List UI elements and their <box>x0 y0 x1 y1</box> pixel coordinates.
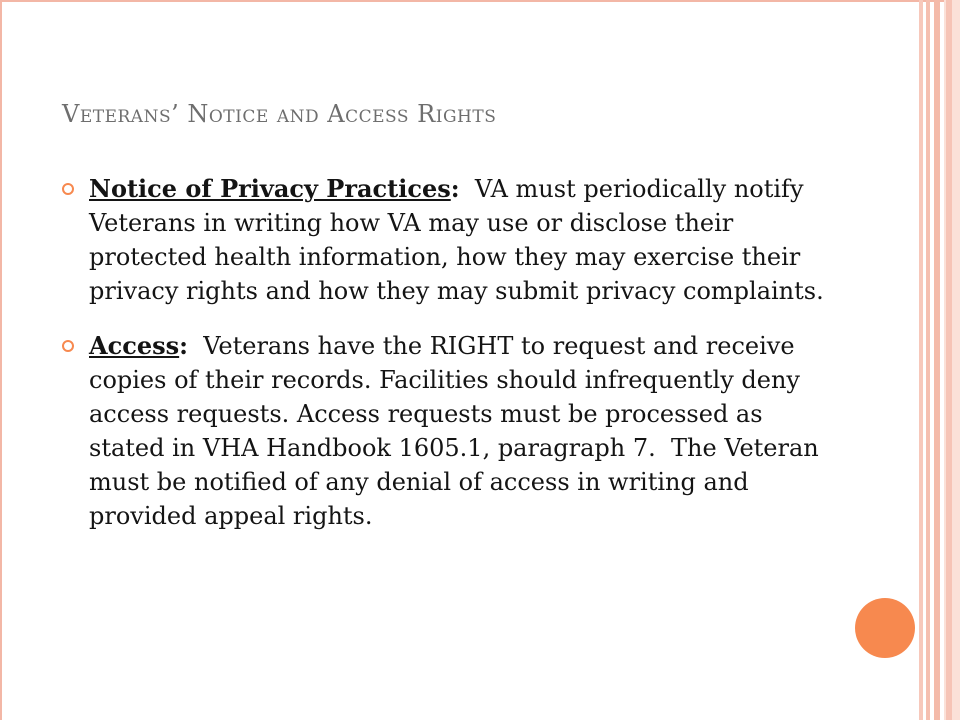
decor-stripe <box>934 0 940 720</box>
ring-bullet-icon <box>62 183 74 195</box>
bullet-list <box>60 172 830 554</box>
decor-circle <box>855 598 915 658</box>
bullet-text: Veterans have the RIGHT to request and receive copies of their records. Facilities should infrequently deny access requests. Access requests must be processed as stated in VHA Handbook 1605.1, paragraph 7. The Veteran must be notified of any denial of access in writing and provided appeal rights. <box>89 332 827 530</box>
bullet-term: Access: <box>89 331 188 360</box>
ring-bullet-icon <box>62 340 74 352</box>
bullet-term: Notice of Privacy Practices: <box>89 174 460 203</box>
slide-title: Veterans’ Notice and Access Rights <box>62 100 497 128</box>
decor-stripe <box>919 0 923 720</box>
decor-stripe <box>926 0 930 720</box>
bullet-item-notice <box>60 172 830 308</box>
bullet-item-access <box>60 329 830 533</box>
bullet-text: VA must periodically notify Veterans in writing how VA may use or disclose their protected health information, how they may exercise their privacy rights and how they may submit privacy complaints. <box>89 175 824 305</box>
decor-stripe <box>946 0 952 720</box>
